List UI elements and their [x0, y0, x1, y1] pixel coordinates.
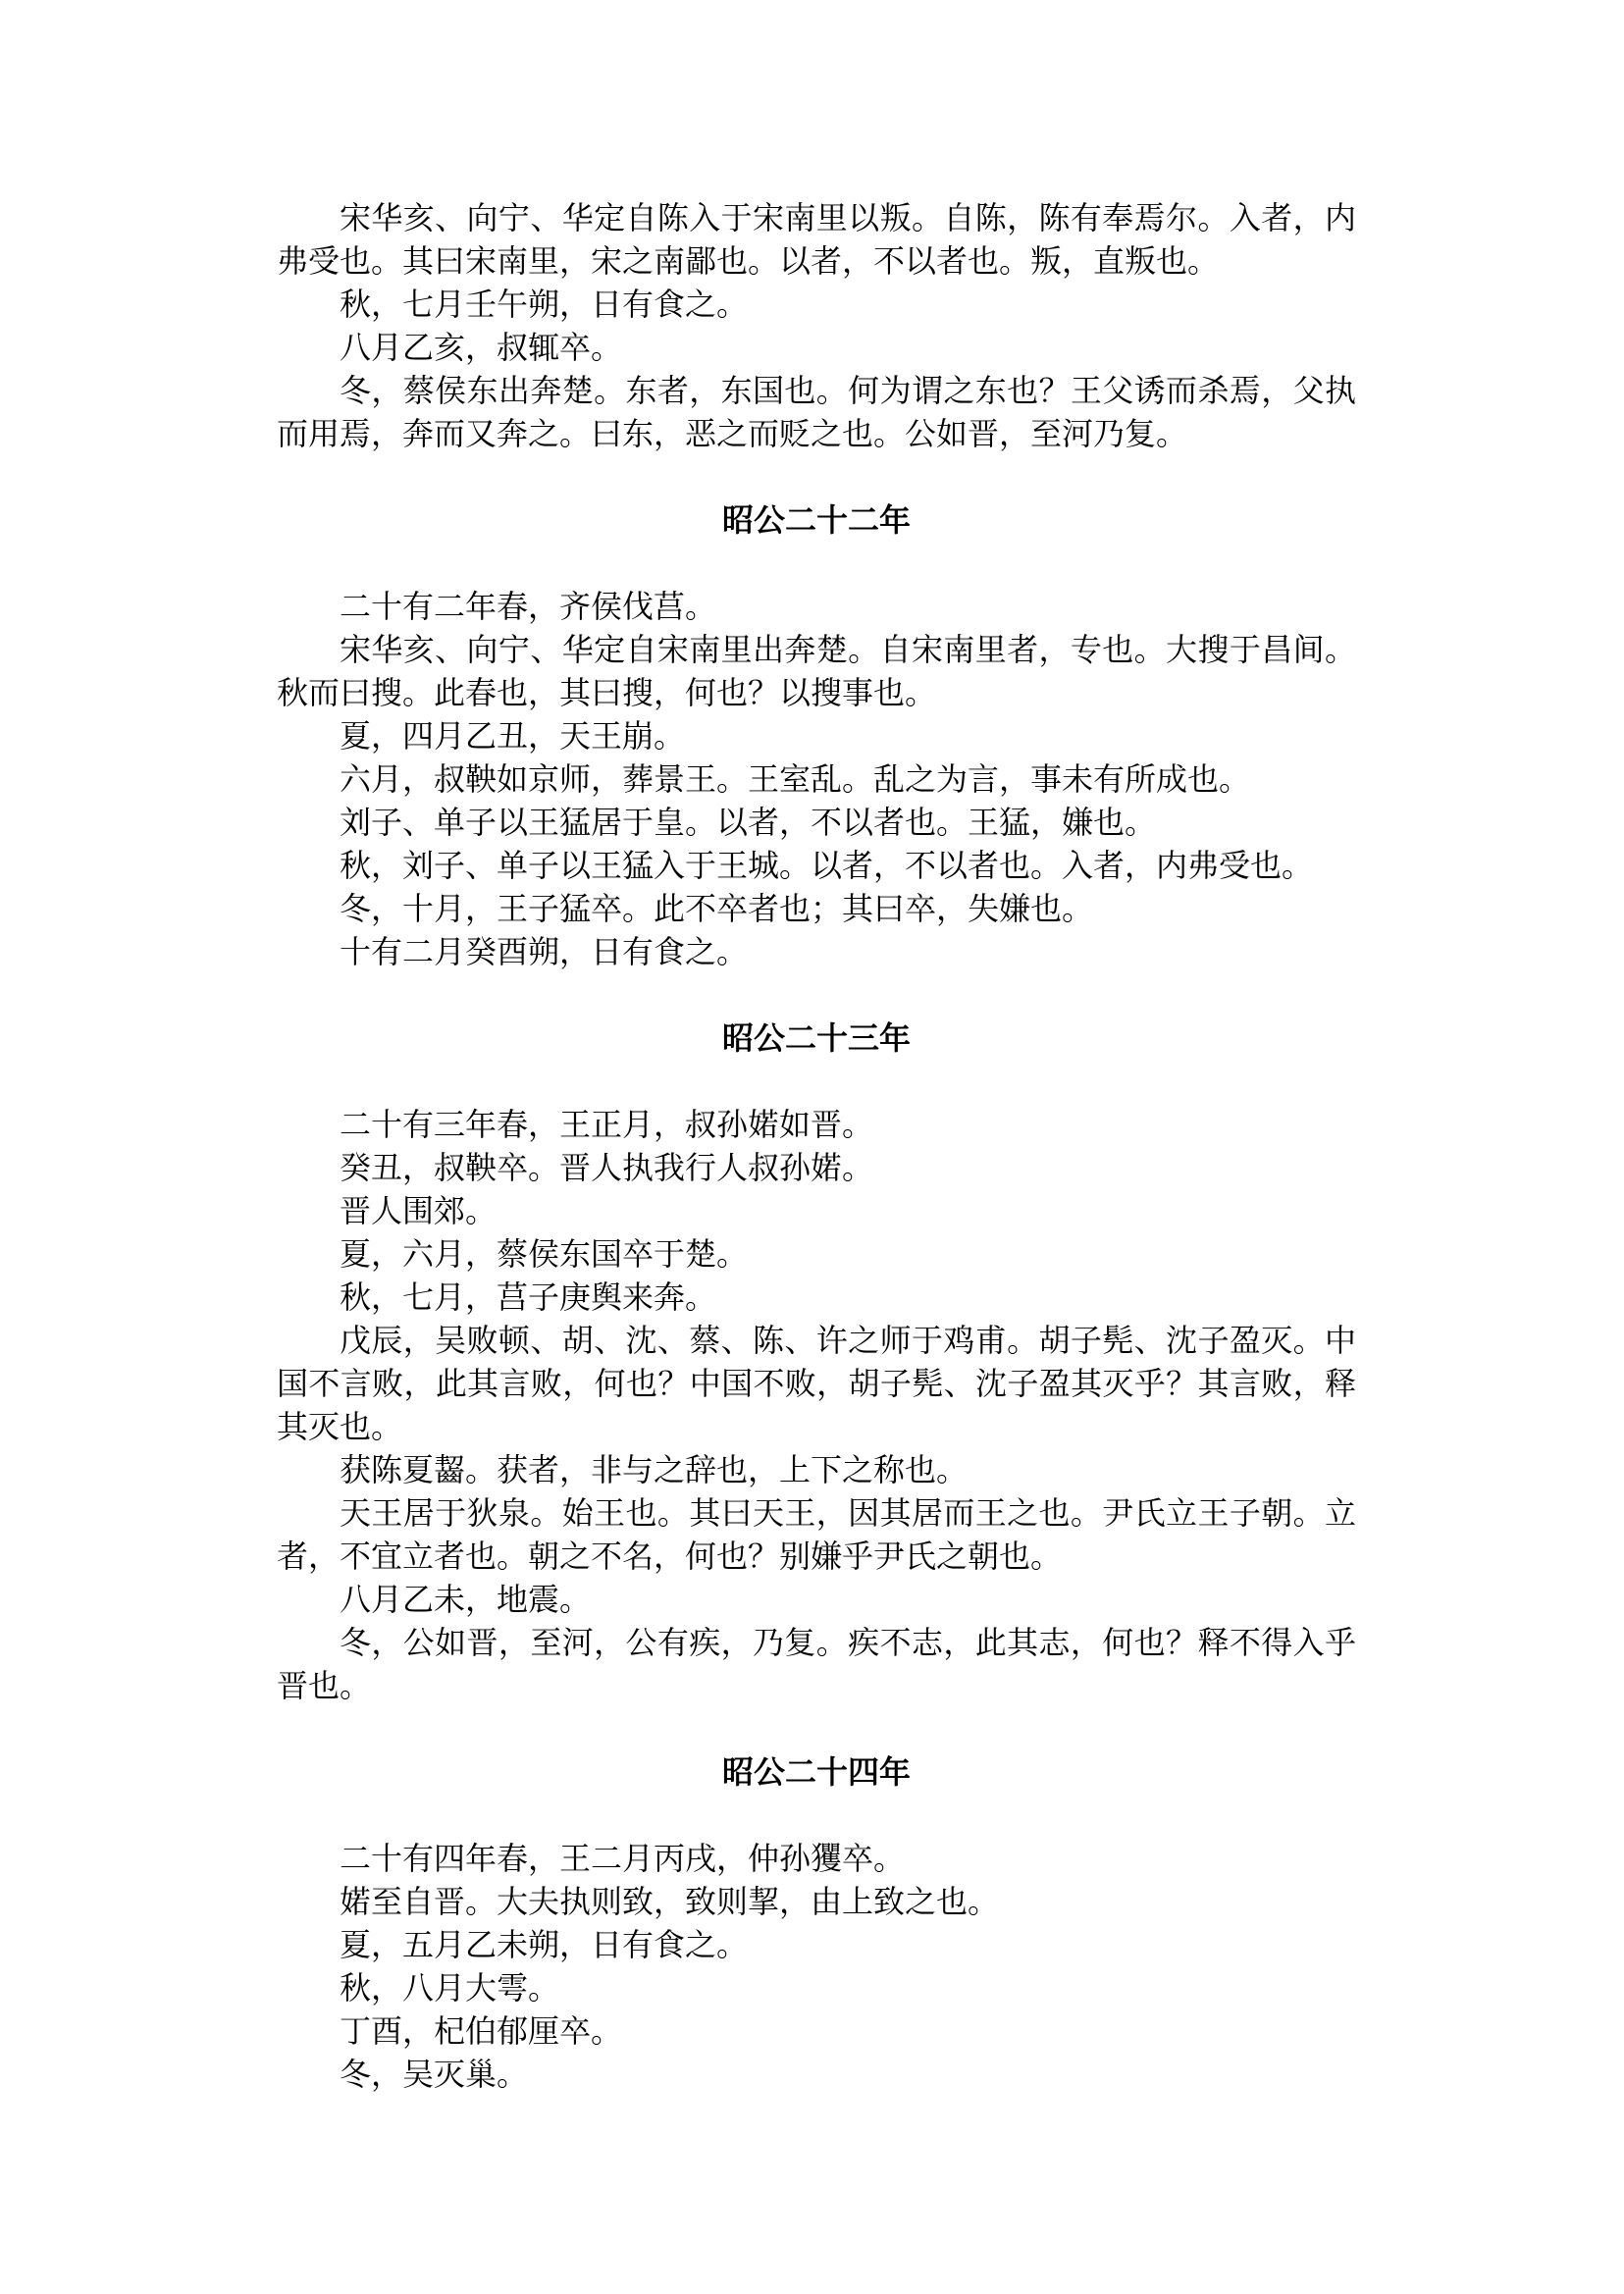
paragraph: 天王居于狄泉。始王也。其曰天王，因其居而王之也。尹氏立王子朝。立者，不宜立者也。朝之不名，何也？别嫌乎尹氏之朝也。: [277, 1494, 1356, 1575]
paragraph: 秋，八月大雩。: [340, 1969, 560, 2007]
paragraph: 六月，叔鞅如京师，葬景王。王室乱。乱之为言，事未有所成也。: [340, 760, 1251, 798]
paragraph: 宋华亥、向宁、华定自陈入于宋南里以叛。自陈，陈有奉焉尔。入者，内弗受也。其曰宋南里，宋之南鄙也。以者，不以者也。叛，直叛也。: [277, 199, 1356, 280]
section-year-24: [277, 1750, 1356, 2096]
paragraph: 夏，四月乙丑，天王崩。: [340, 717, 686, 755]
paragraph: 秋，七月，莒子庚舆来奔。: [340, 1278, 717, 1316]
section-year-23: [277, 1017, 1356, 1707]
paragraph: 晋人围郊。: [340, 1192, 498, 1229]
paragraph: 婼至自晋。大夫执则致，致则挈，由上致之也。: [340, 1883, 1000, 1920]
section-intro: [277, 196, 1356, 455]
paragraph: 戊辰，吴败顿、胡、沈、蔡、陈、许之师于鸡甫。胡子髡、沈子盈灭。中国不言败，此其言败，何也？中国不败，胡子髡、沈子盈其灭乎？其言败，释其灭也。: [277, 1322, 1356, 1445]
paragraph: 八月乙未，地震。: [340, 1581, 592, 1618]
paragraph: 冬，十月，王子猛卒。此不卒者也；其曰卒，失嫌也。: [340, 890, 1094, 927]
paragraph: 夏，六月，蔡侯东国卒于楚。: [340, 1235, 749, 1273]
paragraph: 冬，蔡侯东出奔楚。东者，东国也。何为谓之东也？王父诱而杀焉，父执而用焉，奔而又奔之。曰东，恶之而贬之也。公如晋，至河乃复。: [277, 372, 1356, 452]
paragraph: 二十有四年春，王二月丙戌，仲孙玃卒。: [340, 1840, 906, 1877]
paragraph: 冬，吴灭巢。: [340, 2056, 529, 2093]
paragraph: 二十有三年春，王正月，叔孙婼如晋。: [340, 1106, 874, 1143]
paragraph: 冬，公如晋，至河，公有疾，乃复。疾不志，此其志，何也？释不得入乎晋也。: [277, 1624, 1356, 1704]
paragraph: 十有二月癸酉朔，日有食之。: [340, 933, 749, 970]
paragraph: 丁酉，杞伯郁厘卒。: [340, 2012, 623, 2050]
paragraph: 癸丑，叔鞅卒。晋人执我行人叔孙婼。: [340, 1149, 874, 1186]
section-heading: 昭公二十二年: [721, 501, 911, 539]
paragraph: 宋华亥、向宁、华定自宋南里出奔楚。自宋南里者，专也。大搜于昌间。秋而曰搜。此春也，其曰搜，何也？以搜事也。: [277, 631, 1356, 711]
section-year-22: [277, 498, 1356, 973]
paragraph: 刘子、单子以王猛居于皇。以者，不以者也。王猛，嫌也。: [340, 804, 1157, 841]
document-page: [277, 196, 1356, 2096]
section-heading: 昭公二十三年: [721, 1019, 911, 1057]
paragraph: 夏，五月乙未朔，日有食之。: [340, 1926, 749, 1963]
paragraph: 秋，七月壬午朔，日有食之。: [340, 286, 749, 323]
paragraph: 二十有二年春，齐侯伐莒。: [340, 588, 717, 625]
paragraph: 八月乙亥，叔辄卒。: [340, 329, 623, 366]
paragraph: 获陈夏齧。获者，非与之辞也，上下之称也。: [340, 1451, 969, 1488]
paragraph: 秋，刘子、单子以王猛入于王城。以者，不以者也。入者，内弗受也。: [340, 847, 1314, 884]
section-heading: 昭公二十四年: [721, 1753, 911, 1791]
